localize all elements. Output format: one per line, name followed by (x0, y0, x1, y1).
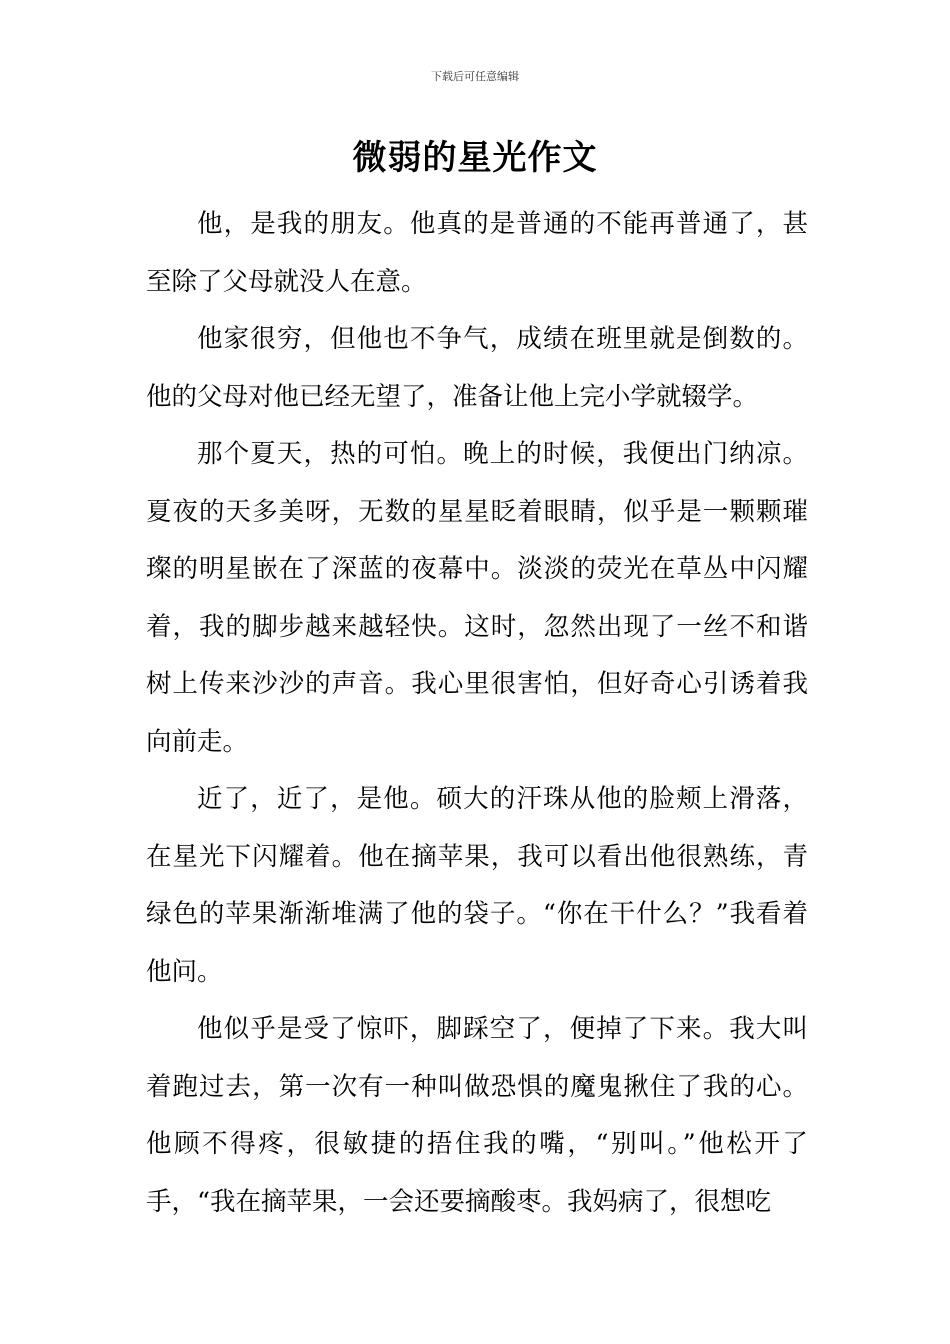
paragraph: 他家很穷，但他也不争气，成绩在班里就是倒数的。他的父母对他已经无望了，准备让他上完小学就辍学。 (146, 324, 808, 412)
paragraph: 那个夏天，热的可怕。晚上的时候，我便出门纳凉。夏夜的天多美呀，无数的星星眨着眼睛，似乎是一颗颗璀璨的明星嵌在了深蓝的夜幕中。淡淡的荧光在草丛中闪耀着，我的脚步越来越轻快。这时，忽然出现了一丝不和谐树上传来沙沙的声音。我心里很害怕，但好奇心引诱着我向前走。 (146, 439, 808, 757)
document-title: 微弱的星光作文 (352, 138, 598, 178)
document-body (146, 196, 808, 1231)
paragraph: 他似乎是受了惊吓，脚踩空了，便掉了下来。我大叫着跑过去，第一次有一种叫做恐惧的魔鬼揪住了我的心。他顾不得疼，很敏捷的捂住我的嘴，“别叫。”他松开了手，“我在摘苹果，一会还要摘酸枣。我妈病了，很想吃 (146, 1014, 808, 1217)
paragraph: 他，是我的朋友。他真的是普通的不能再普通了，甚至除了父母就没人在意。 (146, 209, 808, 297)
paragraph: 近了，近了，是他。硕大的汗珠从他的脸颊上滑落，在星光下闪耀着。他在摘苹果，我可以看出他很熟练，青绿色的苹果渐渐堆满了他的袋子。“你在干什么？”我看着他问。 (146, 784, 808, 987)
header-note: 下载后可任意编辑 (431, 70, 519, 83)
